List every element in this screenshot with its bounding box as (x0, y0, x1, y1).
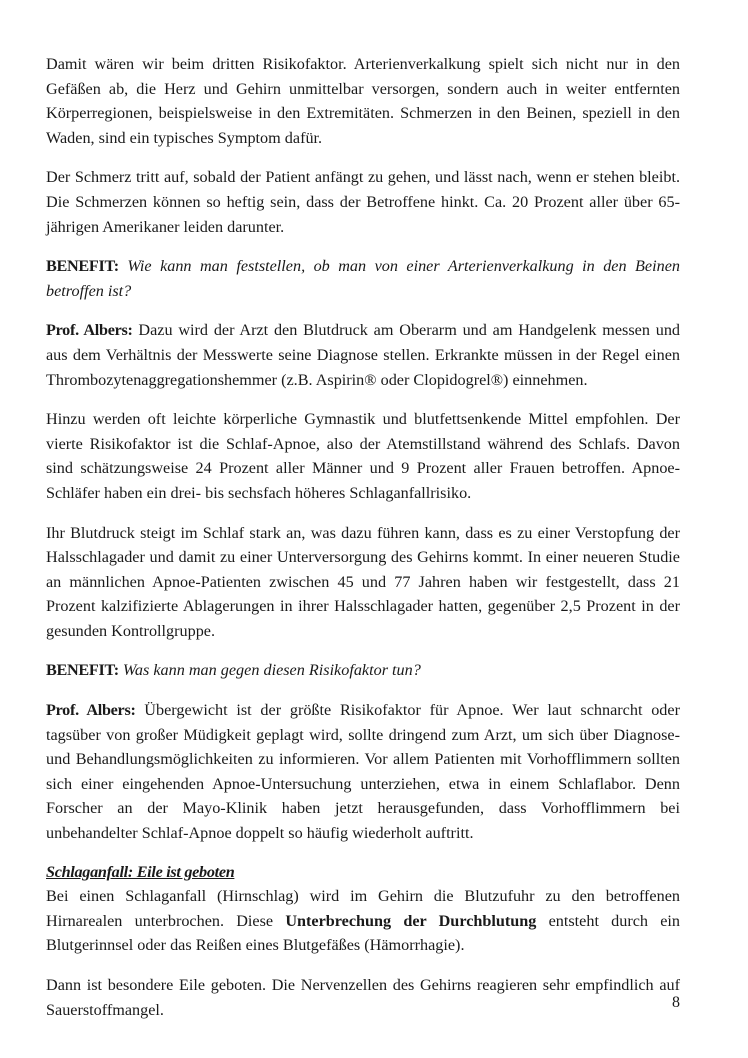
question-text: Was kann man gegen diesen Risikofaktor tun? (122, 661, 421, 680)
answer-label: Prof. Albers: (46, 321, 133, 340)
question-label: BENEFIT: (46, 257, 119, 276)
paragraph: Ihr Blutdruck steigt im Schlaf stark an, was dazu führen kann, dass es zu einer Verstopfung der Halsschlagader und damit zu einer Unterversorgung des Gehirns kommt. In einer neueren Studie an männlichen Apnoe-Patienten zwischen 45 und 77 Jahren haben wir festgestellt, dass 21 Prozent kalzifizierte Ablagerungen in ihrer Halsschlagader hatten, gegenüber 2,5 Prozent in der gesunden Kontrollgruppe. (46, 523, 680, 640)
paragraph: Dann ist besondere Eile geboten. Die Nervenzellen des Gehirns reagieren sehr empfindlich auf Sauerstoffmangel. (46, 976, 680, 1019)
interview-answer (46, 698, 680, 846)
section-stroke (46, 860, 680, 958)
answer-text: Dazu wird der Arzt den Blutdruck am Oberarm und am Handgelenk messen und aus dem Verhältnis der Messwerte seine Diagnose stellen. Erkrankte müssen in der Regel einen Thrombozytenaggregationshemmer (z.B. Aspirin® oder Clopidogrel®) einnehmen. (46, 321, 681, 389)
interview-question (46, 658, 680, 683)
question-text: Wie kann man feststellen, ob man von einer Arterienverkalkung in den Beinen betroffen ist? (46, 257, 680, 300)
paragraph (46, 884, 680, 958)
paragraph: Damit wären wir beim dritten Risikofaktor. Arterienverkalkung spielt sich nicht nur in den Gefäßen ab, die Herz und Gehirn unmittelbar versorgen, sondern auch in weiter entfernten Körperregionen, beispielsweise in den Extremitäten. Schmerzen in den Beinen, speziell in den Waden, sind ein typisches Symptom dafür. (46, 55, 680, 147)
paragraph: Hinzu werden oft leichte körperliche Gymnastik und blutfettsenkende Mittel empfohlen. Der vierte Risikofaktor ist die Schlaf-Apnoe, also der Atemstillstand während des Schlafs. Davon sind schätzungsweise 24 Prozent aller Männer und 9 Prozent aller Frauen betroffen. Apnoe-Schläfer haben ein drei- bis sechsfach höheres Schlaganfallrisiko. (46, 410, 680, 502)
page-number: 8 (672, 994, 680, 1011)
interview-answer (46, 318, 680, 392)
answer-text: Übergewicht ist der größte Risikofaktor für Apnoe. Wer laut schnarcht oder tagsüber von großer Müdigkeit geplagt wird, sollte dringend zum Arzt, um sich über Diagnose- und Behandlungsmöglichkeiten zu informieren. Vor allem Patienten mit Vorhofflimmern sollten sich einer eingehenden Apnoe-Untersuchung unterziehen, etwa in einem Schlaflabor. Denn Forscher an der Mayo-Klinik haben jetzt herausgefunden, dass Vorhofflimmern bei unbehandelter Schlaf-Apnoe doppelt so häufig wiederholt auftritt. (46, 701, 680, 843)
paragraph: Der Schmerz tritt auf, sobald der Patient anfängt zu gehen, und lässt nach, wenn er stehen bleibt. Die Schmerzen können so heftig sein, dass der Betroffene hinkt. Ca. 20 Prozent aller über 65-jährigen Amerikaner leiden darunter. (46, 168, 680, 236)
document-page (46, 52, 680, 1037)
answer-label: Prof. Albers: (46, 701, 136, 720)
emphasis-text: Unterbrechung der Durchblutung (285, 911, 537, 930)
section-heading: Schlaganfall: Eile ist geboten (46, 862, 235, 881)
interview-question (46, 254, 680, 303)
question-label: BENEFIT: (46, 661, 119, 680)
text-run: Bei einen Schlaganfall (Hirnschlag) wird im Gehirn die Blutzufuhr zu den betroffenen Hirnarealen unterbrochen. Diese (46, 887, 680, 930)
text-run: entsteht durch ein Blutgerinnsel oder das Reißen eines Blutgefäßes (Hämorrhagie). (46, 911, 680, 955)
